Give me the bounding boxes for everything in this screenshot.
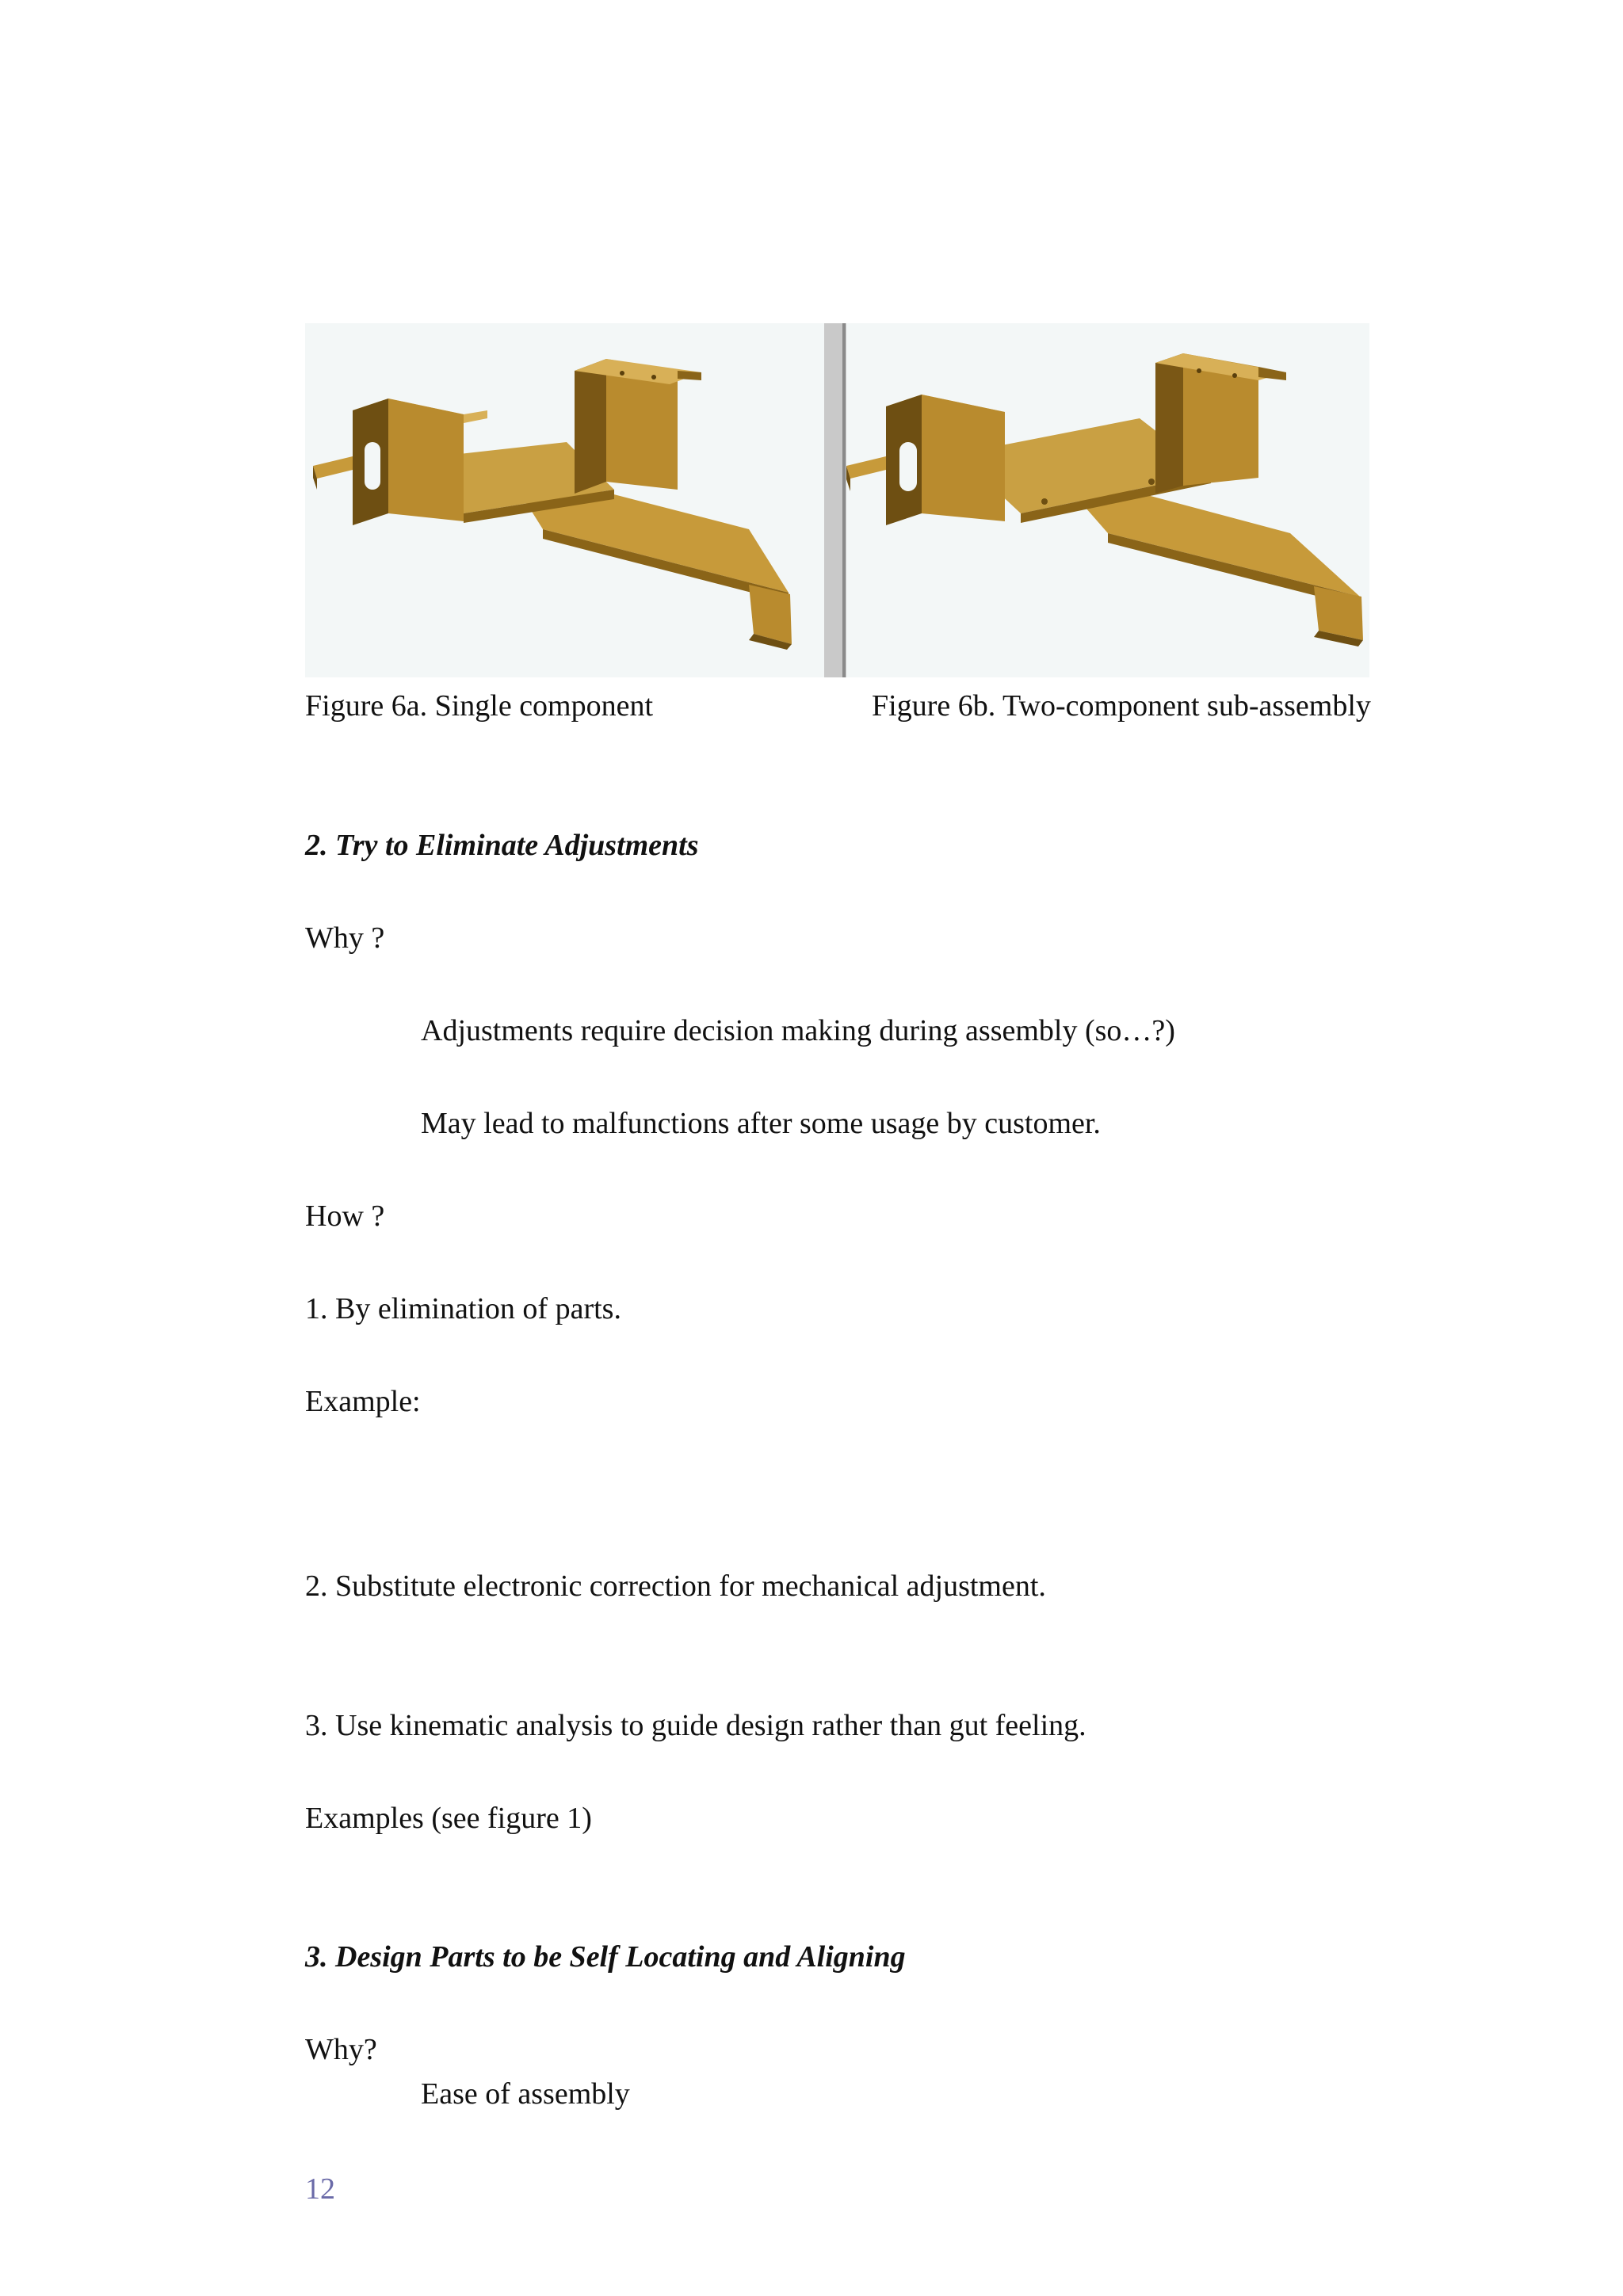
- section-2-why-point-2: May lead to malfunctions after some usage by customer.: [421, 1107, 1101, 1140]
- section-2-example-label: Example:: [305, 1385, 421, 1418]
- section-2-why-point-1: Adjustments require decision making during assembly (so…?): [421, 1014, 1175, 1047]
- page-number: 12: [305, 2172, 335, 2206]
- section-2-how-3: 3. Use kinematic analysis to guide design rather than gut feeling.: [305, 1709, 1086, 1742]
- bracket-single-drawing: [305, 323, 824, 677]
- section-3-why-point: Ease of assembly: [421, 2077, 630, 2111]
- figure-divider-line: [842, 323, 846, 677]
- section-2-how-2: 2. Substitute electronic correction for mechanical adjustment.: [305, 1569, 1046, 1603]
- figure-6a-image: [305, 323, 824, 677]
- bracket-subassembly-drawing: [846, 323, 1369, 677]
- figure-6a-caption: Figure 6a. Single component: [305, 689, 654, 723]
- section-2-how-label: How ?: [305, 1199, 385, 1233]
- section-3-heading: 3. Design Parts to be Self Locating and Aligning: [305, 1940, 906, 1974]
- section-2-how-1: 1. By elimination of parts.: [305, 1292, 621, 1325]
- section-2-heading: 2. Try to Eliminate Adjustments: [305, 829, 699, 862]
- figure-6b-caption: Figure 6b. Two-component sub-assembly: [872, 689, 1371, 723]
- section-2-why-label: Why ?: [305, 921, 385, 955]
- figure-6b-image: [846, 323, 1369, 677]
- section-2-examples-ref: Examples (see figure 1): [305, 1802, 592, 1835]
- section-3-why-label: Why?: [305, 2033, 377, 2066]
